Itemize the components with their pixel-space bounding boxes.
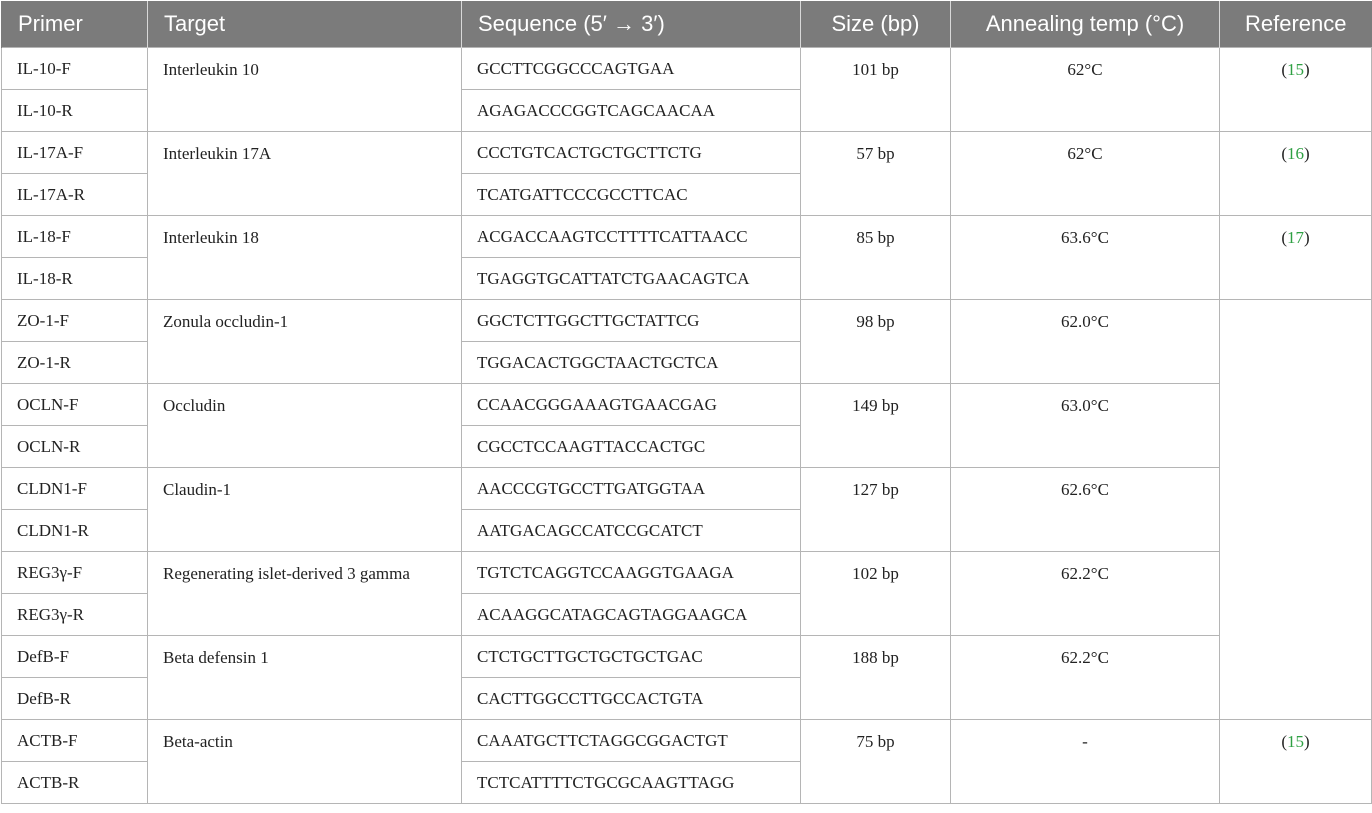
- annealing-temp-value: 62°C: [951, 132, 1220, 216]
- header-size: Size (bp): [801, 1, 951, 48]
- size-value: 102 bp: [801, 552, 951, 636]
- table-row: [2, 468, 1372, 510]
- reference-cell: (16): [1220, 132, 1372, 216]
- primer-forward: REG3γ-F: [2, 552, 148, 594]
- reference-cell: (17): [1220, 216, 1372, 300]
- primer-forward: OCLN-F: [2, 384, 148, 426]
- reference-cell: (15): [1220, 720, 1372, 804]
- reference-link[interactable]: 15: [1287, 60, 1304, 79]
- table-row: [2, 300, 1372, 342]
- primer-forward: DefB-F: [2, 636, 148, 678]
- table-row: [2, 636, 1372, 678]
- header-reference: Reference: [1220, 1, 1372, 48]
- target-name: Interleukin 17A: [148, 132, 462, 216]
- target-name: Zonula occludin-1: [148, 300, 462, 384]
- header-target: Target: [148, 1, 462, 48]
- annealing-temp-value: 63.6°C: [951, 216, 1220, 300]
- sequence-forward: AACCCGTGCCTTGATGGTAA: [462, 468, 801, 510]
- table-row: [2, 216, 1372, 258]
- primer-reverse: DefB-R: [2, 678, 148, 720]
- sequence-forward: CCCTGTCACTGCTGCTTCTG: [462, 132, 801, 174]
- reference-link[interactable]: 15: [1287, 732, 1304, 751]
- primer-forward: IL-17A-F: [2, 132, 148, 174]
- primer-forward: IL-18-F: [2, 216, 148, 258]
- sequence-forward: CAAATGCTTCTAGGCGGACTGT: [462, 720, 801, 762]
- primer-forward: ZO-1-F: [2, 300, 148, 342]
- annealing-temp-value: -: [951, 720, 1220, 804]
- sequence-reverse: TCATGATTCCCGCCTTCAC: [462, 174, 801, 216]
- primer-reverse: IL-10-R: [2, 90, 148, 132]
- header-primer: Primer: [2, 1, 148, 48]
- sequence-forward: GGCTCTTGGCTTGCTATTCG: [462, 300, 801, 342]
- sequence-forward: CTCTGCTTGCTGCTGCTGAC: [462, 636, 801, 678]
- primer-forward: CLDN1-F: [2, 468, 148, 510]
- primer-reverse: IL-17A-R: [2, 174, 148, 216]
- primer-reverse: REG3γ-R: [2, 594, 148, 636]
- table-row: [2, 552, 1372, 594]
- size-value: 98 bp: [801, 300, 951, 384]
- primer-reverse: ACTB-R: [2, 762, 148, 804]
- sequence-forward: TGTCTCAGGTCCAAGGTGAAGA: [462, 552, 801, 594]
- sequence-forward: ACGACCAAGTCCTTTTCATTAACC: [462, 216, 801, 258]
- header-sequence: Sequence (5′ → 3′): [462, 1, 801, 48]
- sequence-reverse: TGGACACTGGCTAACTGCTCA: [462, 342, 801, 384]
- primer-reverse: IL-18-R: [2, 258, 148, 300]
- sequence-forward: GCCTTCGGCCCAGTGAA: [462, 48, 801, 90]
- sequence-reverse: TCTCATTTTCTGCGCAAGTTAGG: [462, 762, 801, 804]
- header-annealing-temp: Annealing temp (°C): [951, 1, 1220, 48]
- annealing-temp-value: 63.0°C: [951, 384, 1220, 468]
- primer-table: [1, 1, 1372, 804]
- sequence-reverse: AATGACAGCCATCCGCATCT: [462, 510, 801, 552]
- target-name: Beta-actin: [148, 720, 462, 804]
- annealing-temp-value: 62.6°C: [951, 468, 1220, 552]
- sequence-reverse: ACAAGGCATAGCAGTAGGAAGCA: [462, 594, 801, 636]
- annealing-temp-value: 62.2°C: [951, 636, 1220, 720]
- reference-link[interactable]: 16: [1287, 144, 1304, 163]
- table-row: [2, 132, 1372, 174]
- target-name: Occludin: [148, 384, 462, 468]
- header-row: [2, 1, 1372, 48]
- sequence-reverse: TGAGGTGCATTATCTGAACAGTCA: [462, 258, 801, 300]
- sequence-reverse: CGCCTCCAAGTTACCACTGC: [462, 426, 801, 468]
- size-value: 85 bp: [801, 216, 951, 300]
- sequence-reverse: AGAGACCCGGTCAGCAACAA: [462, 90, 801, 132]
- target-name: Regenerating islet-derived 3 gamma: [148, 552, 462, 636]
- annealing-temp-value: 62°C: [951, 48, 1220, 132]
- reference-cell-empty: [1220, 300, 1372, 720]
- size-value: 57 bp: [801, 132, 951, 216]
- target-name: Interleukin 18: [148, 216, 462, 300]
- annealing-temp-value: 62.2°C: [951, 552, 1220, 636]
- size-value: 149 bp: [801, 384, 951, 468]
- target-name: Claudin-1: [148, 468, 462, 552]
- primer-reverse: OCLN-R: [2, 426, 148, 468]
- size-value: 188 bp: [801, 636, 951, 720]
- sequence-forward: CCAACGGGAAAGTGAACGAG: [462, 384, 801, 426]
- primer-reverse: ZO-1-R: [2, 342, 148, 384]
- reference-link[interactable]: 17: [1287, 228, 1304, 247]
- target-name: Interleukin 10: [148, 48, 462, 132]
- primer-reverse: CLDN1-R: [2, 510, 148, 552]
- primer-forward: ACTB-F: [2, 720, 148, 762]
- annealing-temp-value: 62.0°C: [951, 300, 1220, 384]
- size-value: 75 bp: [801, 720, 951, 804]
- target-name: Beta defensin 1: [148, 636, 462, 720]
- primer-forward: IL-10-F: [2, 48, 148, 90]
- table-row: [2, 720, 1372, 762]
- table-row: [2, 48, 1372, 90]
- size-value: 127 bp: [801, 468, 951, 552]
- table-row: [2, 384, 1372, 426]
- reference-cell: (15): [1220, 48, 1372, 132]
- table-header: [2, 1, 1372, 48]
- size-value: 101 bp: [801, 48, 951, 132]
- sequence-reverse: CACTTGGCCTTGCCACTGTA: [462, 678, 801, 720]
